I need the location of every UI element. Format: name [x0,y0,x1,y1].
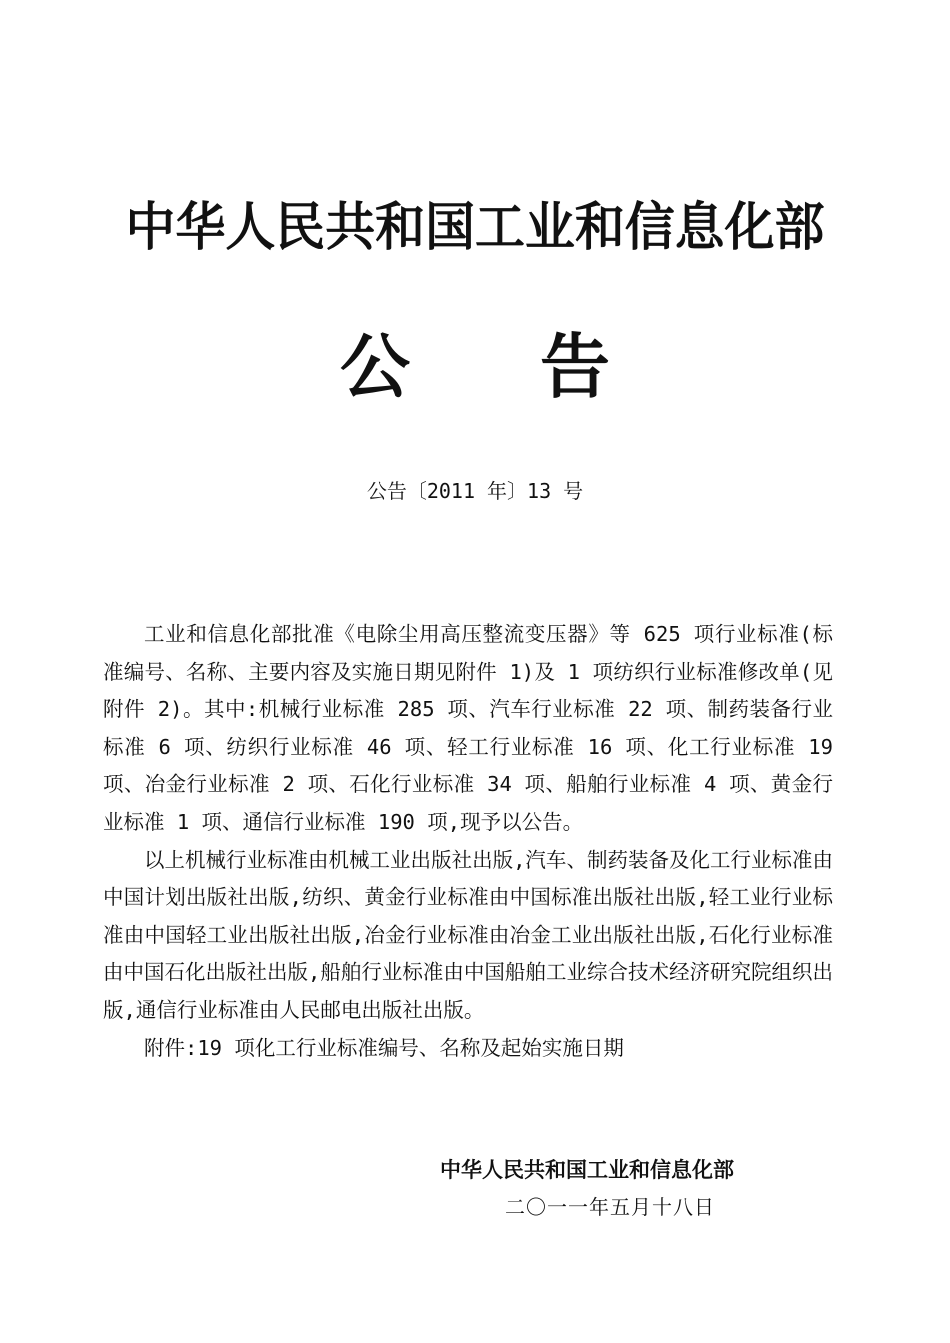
body-paragraph-attachment: 附件:19 项化工行业标准编号、名称及起始实施日期 [144,1035,624,1060]
body-paragraph-publishers: 以上机械行业标准由机械工业出版社出版,汽车、制药装备及化工行业标准由中国计划出版社出版,纺织、黄金行业标准由中国标准出版社出版,轻工业行业标准由中国轻工业出版社出版,冶金行业标准由冶金工业出版社出版,石化行业标准由中国石化出版社出版,船舶行业标准由中国船舶工业综合技术经济研究院组织出版,通信行业标准由人民邮电出版社出版。 [103,847,833,1022]
signature-organization: 中华人民共和国工业和信息化部 [440,1157,734,1182]
body-paragraph-approval: 工业和信息化部批准《电除尘用高压整流变压器》等 625 项行业标准(标准编号、名称、主要内容及实施日期见附件 1)及 1 项纺织行业标准修改单(见附件 2)。其中:机械行业标准 285 项、汽车行业标准 22 项、制药装备行业标准 6 项、纺织行业标准 46 项、轻工行业标准 16 项、化工行业标准 19 项、冶金行业标准 2 项、石化行业标准 34 项、船舶行业标准 4 项、黄金行业标准 1 项、通信行业标准 190 项,现予以公告。 [103,622,833,834]
notice-title: 公告 [340,325,740,408]
signature-date: 二〇一一年五月十八日 [505,1195,715,1219]
document-number: 公告〔2011 年〕13 号 [366,479,584,503]
ministry-title: 中华人民共和国工业和信息化部 [125,197,825,258]
notice-body [103,616,833,1067]
